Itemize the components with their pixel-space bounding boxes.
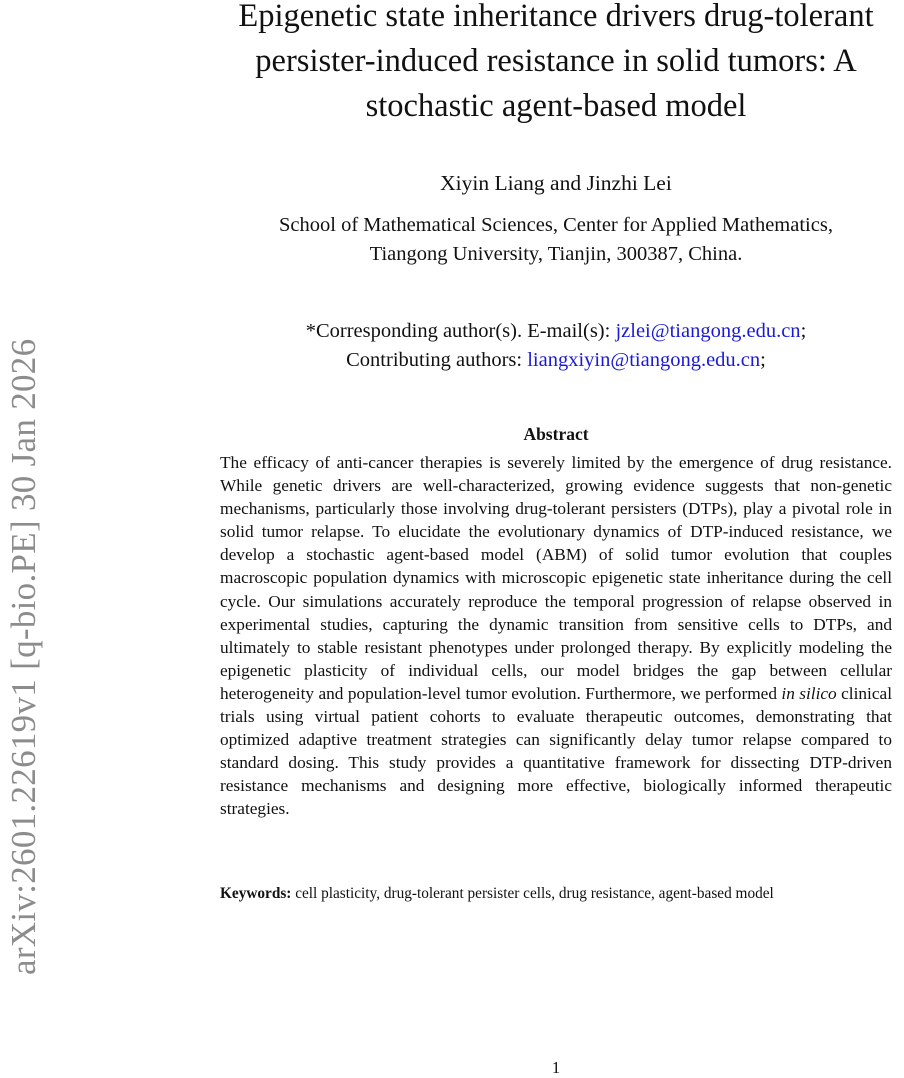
abstract-text-part-2: clinical trials using virtual patient cohorts to evaluate therapeutic outcomes, demonstrating that optimized adaptive treatment strategies can significantly delay tumor relapse compared to standard dosing. This study provides a quantitative framework for dissecting DTP-driven resistance mechanisms and designing more effective, biologically informed therapeutic strategies. bbox=[220, 683, 892, 819]
contributing-email-link[interactable]: liangxiyin@tiangong.edu.cn bbox=[527, 349, 761, 371]
abstract-italic-term: in silico bbox=[781, 683, 837, 703]
contributing-author-label: Contributing authors: bbox=[346, 349, 528, 371]
page-number: 1 bbox=[551, 1058, 561, 1077]
affiliation-line-2: Tiangong University, Tianjin, 300387, China. bbox=[369, 243, 743, 265]
contributing-author-line bbox=[206, 346, 904, 375]
contributing-email-suffix: ; bbox=[760, 349, 766, 371]
author-list: Xiyin Liang and Jinzhi Lei bbox=[440, 171, 672, 195]
corresponding-author-line bbox=[206, 317, 904, 346]
keywords-block bbox=[220, 884, 892, 904]
corresponding-email-link[interactable]: jzlei@tiangong.edu.cn bbox=[615, 320, 801, 342]
abstract-text bbox=[220, 451, 892, 821]
affiliation bbox=[206, 211, 904, 269]
corresponding-author-label: *Corresponding author(s). E-mail(s): bbox=[305, 320, 616, 342]
keywords-label: Keywords: bbox=[220, 885, 292, 902]
keywords-text: cell plasticity, drug-tolerant persister cells, drug resistance, agent-based model bbox=[291, 885, 774, 902]
correspondence-block bbox=[206, 317, 904, 375]
arxiv-identifier-stamp: arXiv:2601.22619v1 [q-bio.PE] 30 Jan 2026 bbox=[4, 338, 43, 975]
corresponding-email-suffix: ; bbox=[800, 320, 807, 342]
abstract-heading: Abstract bbox=[523, 424, 589, 444]
paper-title: Epigenetic state inheritance drivers drug-tolerant persister-induced resistance in solid tumors: A stochastic agent-based model bbox=[238, 0, 874, 124]
abstract-text-part-1: The efficacy of anti-cancer therapies is severely limited by the emergence of drug resistance. While genetic drivers are well-characterized, growing evidence suggests that non-genetic mechanisms, particularly those involving drug-tolerant persisters (DTPs), play a pivotal role in solid tumor relapse. To elucidate the evolutionary dynamics of DTP-induced resistance, we develop a stochastic agent-based model (ABM) of solid tumor evolution that couples macroscopic population dynamics with microscopic epigenetic state inheritance during the cell cycle. Our simulations accurately reproduce the temporal progression of relapse observed in experimental studies, capturing the dynamic transition from sensitive cells to DTPs, and ultimately to stable resistant phenotypes under prolonged therapy. By explicitly modeling the epigenetic plasticity of individual cells, our model bridges the gap between cellular heterogeneity and population-level tumor evolution. Furthermore, we performed bbox=[220, 453, 892, 703]
affiliation-line-1: School of Mathematical Sciences, Center for Applied Mathematics, bbox=[279, 214, 833, 236]
